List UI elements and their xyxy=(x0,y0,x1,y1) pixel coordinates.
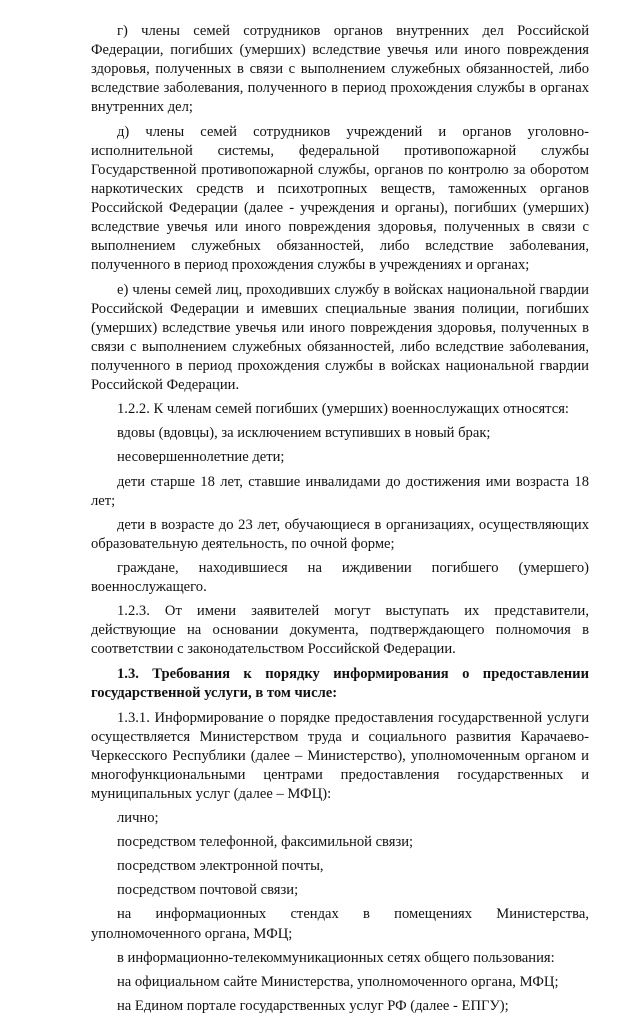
paragraph-family-penitentiary: д) члены семей сотрудников учреждений и органов уголовно-исполнительной системы, федеральной противопожарной службы Государственной противопожарной службы, органов по контролю за оборотом наркотических средств и психотропных веществ, таможенных органов Российской Федерации (далее - учреждения и органы), погибших (умерших) вследствие увечья или иного повреждения здоровья, полученных в связи с выполнением служебных обязанностей, либо вследствие заболевания, полученного в период прохождения службы в учреждениях и органах; xyxy=(91,123,589,274)
section-1-2-2: 1.2.2. К членам семей погибших (умерших) военнослужащих относятся: xyxy=(117,401,569,418)
list-item-telecom-networks: в информационно-телекоммуникационных сетях общего пользования: xyxy=(117,949,555,966)
list-item-disabled-children: дети старше 18 лет, ставшие инвалидами до достижения ими возраста 18 лет; xyxy=(91,473,589,509)
list-item-official-site: на официальном сайте Министерства, уполномоченного органа, МФЦ; xyxy=(117,973,559,990)
list-item-students: дети в возрасте до 23 лет, обучающиеся в организациях, осуществляющих образовательную деятельность, по очной форме; xyxy=(91,516,589,552)
list-item-epgu: на Едином портале государственных услуг РФ (далее - ЕПГУ); xyxy=(117,997,509,1014)
list-item-widows: вдовы (вдовцы), за исключением вступивших в новый брак; xyxy=(117,425,491,442)
section-1-3-heading: 1.3. Требования к порядку информирования о предоставлении государственной услуги, в том числе: xyxy=(91,665,589,701)
section-1-3-1: 1.3.1. Информирование о порядке предоставления государственной услуги осуществляется Министерством труда и социального развития Карачаево-Черкесского Республики (далее – Министерство), уполномоченным органом и многофункциональными центрами предоставления государственных и муниципальных услуг (далее – МФЦ): xyxy=(91,709,589,802)
document-body xyxy=(91,22,589,1021)
list-item-info-stands: на информационных стендах в помещениях Министерства, уполномоченного органа, МФЦ; xyxy=(91,906,589,942)
paragraph-family-national-guard: е) члены семей лиц, проходивших службу в войсках национальной гвардии Российской Федерации и имевших специальные звания полиции, погибших (умерших) вследствие увечья или иного повреждения здоровья, полученных в связи с выполнением служебных обязанностей, либо вследствие заболевания, полученного в период прохождения службы в войсках национальной гвардии Российской Федерации. xyxy=(91,281,589,393)
list-item-post: посредством почтовой связи; xyxy=(117,882,299,899)
list-item-in-person: лично; xyxy=(117,810,159,827)
list-item-phone-fax: посредством телефонной, факсимильной связи; xyxy=(117,834,414,851)
list-item-email: посредством электронной почты, xyxy=(117,858,324,875)
paragraph-family-internal-affairs: г) члены семей сотрудников органов внутренних дел Российской Федерации, погибших (умерших) вследствие увечья или иного повреждения здоровья, полученных в связи с выполнением служебных обязанностей, либо вследствие заболевания, полученного в период прохождения службы в органах внутренних дел; xyxy=(91,23,589,116)
list-item-minors: несовершеннолетние дети; xyxy=(117,449,285,466)
list-item-dependents: граждане, находившиеся на иждивении погибшего (умершего) военнослужащего. xyxy=(91,559,589,595)
section-1-2-3: 1.2.3. От имени заявителей могут выступать их представители, действующие на основании документа, подтверждающего полномочия в соответствии с законодательством Российской Федерации. xyxy=(91,603,589,658)
